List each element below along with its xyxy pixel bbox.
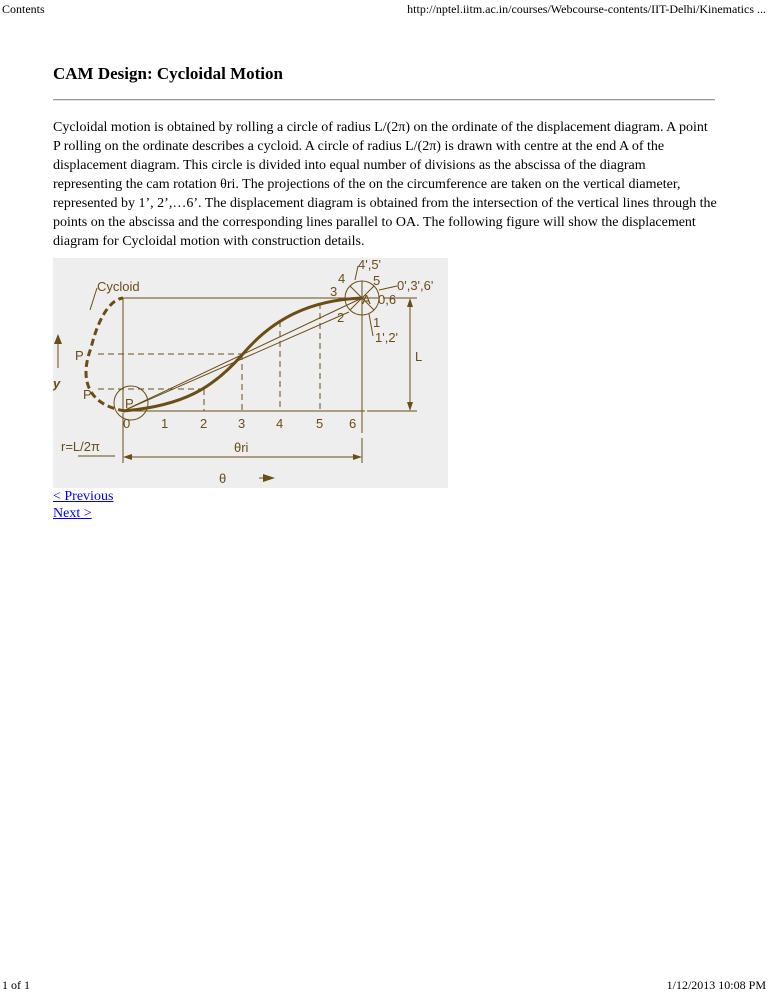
tick-label-5: 5 [316, 416, 324, 431]
label-1: 1 [373, 315, 381, 330]
label-y: y [53, 376, 61, 391]
body-paragraph: Cycloidal motion is obtained by rolling a circle of radius L/(2π) on the ordinate of the displacement diagram. A point P rolling on the ordinate describes a cycloid. A circle of radius L/(2π) is drawn with centre at the end A of the displacement diagram. This circle is divided into equal number of divisions as the abscissa of the diagram representing the cam rotation θri. The projections of the on the circumference are taken on the vertical diameter, represented by 1’, 2’,…6’. The displacement diagram is obtained from the intersection of the vertical lines through the points on the abscissa and the corresponding lines parallel to OA. The following figure will show the displacement diagram for Cycloidal motion with construction details. [53, 120, 717, 249]
label-3: 3 [330, 284, 338, 299]
previous-link[interactable]: < Previous [53, 489, 114, 504]
l-arrow-top [407, 298, 413, 307]
tick-label-3: 3 [238, 416, 246, 431]
theta-ri-arrow-left [123, 454, 132, 460]
l-arrow-bottom [407, 402, 413, 411]
label-theta: θ [219, 471, 227, 486]
footer-page-count: 1 of 1 [2, 978, 30, 992]
title-divider [53, 99, 715, 101]
next-link[interactable]: Next > [53, 506, 92, 521]
y-arrowhead [54, 334, 62, 344]
theta-arrowhead [263, 474, 275, 482]
header-contents: Contents [2, 2, 45, 16]
label-p-lower: P [83, 387, 92, 402]
label-0-3-6-prime: 0',3',6' [397, 278, 434, 293]
label-cycloid: Cycloid [97, 279, 140, 294]
label-2: 2 [337, 310, 345, 325]
label-zero: 0 [123, 416, 131, 431]
label-4-5-prime: 4',5' [358, 258, 382, 272]
label-p-origin: P [125, 396, 134, 411]
label-theta-ri: θri [234, 440, 249, 455]
page-title: CAM Design: Cycloidal Motion [53, 64, 283, 83]
right-label-leader [379, 286, 397, 290]
label-l: L [415, 349, 423, 364]
footer-timestamp: 1/12/2013 10:08 PM [666, 978, 766, 992]
tick-label-4: 4 [276, 416, 284, 431]
theta-ri-arrow-right [353, 454, 362, 460]
label-4: 4 [338, 271, 346, 286]
label-p-upper: P [75, 348, 84, 363]
tick-label-6: 6 [349, 416, 357, 431]
displacement-diagram-svg [53, 258, 448, 488]
label-a: A [362, 292, 371, 307]
label-5: 5 [373, 273, 381, 288]
label-radius: r=L/2π [61, 439, 100, 454]
label-0-6: 0,6 [378, 292, 397, 307]
cycloid-leader [90, 288, 97, 310]
cycloidal-motion-figure [53, 258, 448, 488]
label-1-2-prime: 1',2' [375, 330, 399, 345]
tick-label-2: 2 [200, 416, 208, 431]
tick-label-1: 1 [161, 416, 169, 431]
header-url: http://nptel.iitm.ac.in/courses/Webcourse-contents/IIT-Delhi/Kinematics ... [407, 2, 766, 16]
